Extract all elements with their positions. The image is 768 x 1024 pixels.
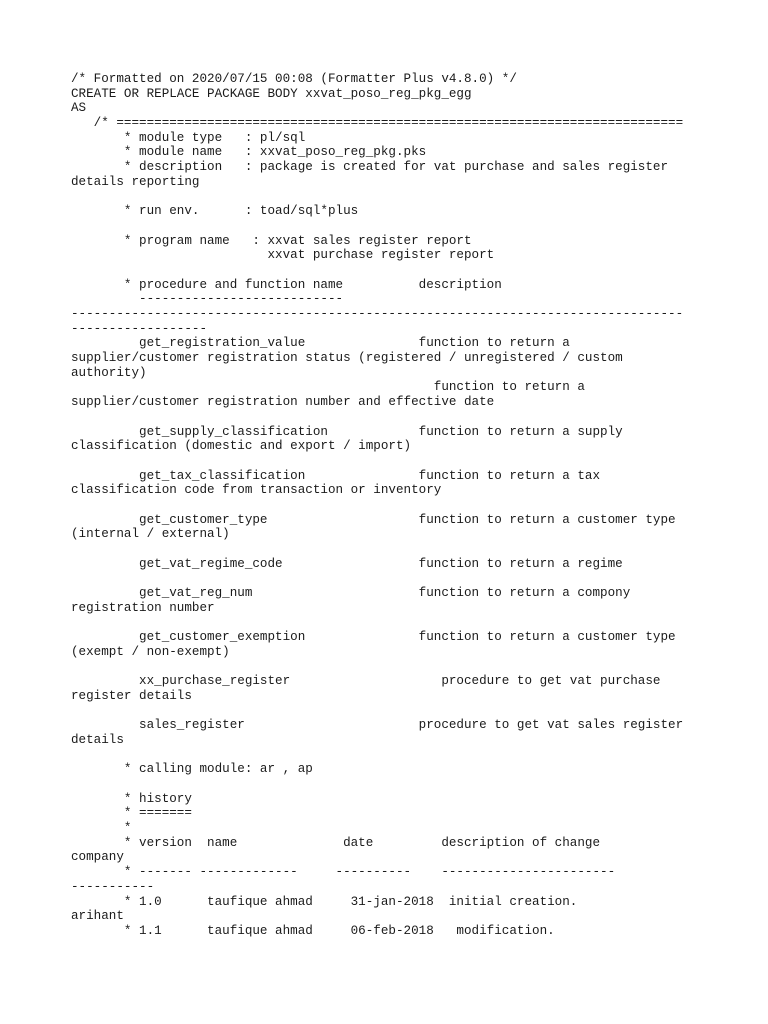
divider-line: --------------------------------------------------------------------------------- bbox=[71, 307, 684, 321]
history-row: * 1.1 taufique ahmad 06-feb-2018 modification. bbox=[71, 923, 555, 938]
function-entry-continuation-line: classification (domestic and export / import) bbox=[71, 439, 412, 454]
procedure-entry-line: xx_purchase_register procedure to get vat purchase bbox=[71, 674, 661, 689]
function-entry-continuation-line: (exempt / non-exempt) bbox=[71, 644, 230, 659]
blank-line bbox=[71, 410, 711, 425]
blank-line bbox=[71, 660, 711, 675]
blank-line bbox=[71, 263, 711, 278]
header-comment-line: /* Formatted on 2020/07/15 00:08 (Formatter Plus v4.8.0) */ bbox=[71, 72, 517, 86]
function-entry-line: get_customer_type function to return a customer type bbox=[71, 512, 676, 527]
function-entry-line: get_customer_exemption function to return a customer type bbox=[71, 630, 676, 645]
function-entry-line: function to return a bbox=[71, 380, 585, 395]
comment-separator-line: /* =========================================================================== bbox=[71, 116, 684, 131]
history-blank-line: * bbox=[71, 821, 132, 836]
blank-line bbox=[71, 615, 711, 630]
calling-module-line: * calling module: ar , ap bbox=[71, 762, 313, 777]
blank-line bbox=[71, 748, 711, 763]
as-keyword-line: AS bbox=[71, 101, 87, 116]
description-continuation-line: details reporting bbox=[71, 174, 200, 189]
procedure-entry-continuation-line: register details bbox=[71, 688, 192, 703]
procedure-header-underline: --------------------------- bbox=[71, 292, 344, 307]
program-name-line: * program name : xxvat sales register report bbox=[71, 233, 472, 248]
history-column-header-continuation-line: company bbox=[71, 850, 124, 865]
description-line: * description : package is created for vat purchase and sales register bbox=[71, 160, 669, 175]
program-name-continuation-line: xxvat purchase register report bbox=[71, 248, 495, 263]
procedure-entry-continuation-line: details bbox=[71, 732, 124, 747]
module-name-line: * module name : xxvat_poso_reg_pkg.pks bbox=[71, 145, 427, 160]
function-entry-continuation-line: supplier/customer registration number and effective date bbox=[71, 395, 495, 410]
history-underline: * ======= bbox=[71, 806, 192, 821]
history-divider-continuation-line: ----------- bbox=[71, 879, 155, 894]
history-row: * 1.0 taufique ahmad 31-jan-2018 initial creation. bbox=[71, 894, 578, 909]
history-heading-line: * history bbox=[71, 791, 192, 806]
procedure-entry-line: sales_register procedure to get vat sales register bbox=[71, 718, 684, 733]
blank-line bbox=[71, 219, 711, 234]
history-column-header-line: * version name date description of change bbox=[71, 835, 601, 850]
run-env-line: * run env. : toad/sql*plus bbox=[71, 204, 359, 219]
history-divider-line: * ------- ------------- ---------- ----------------------- bbox=[71, 865, 616, 880]
function-entry-continuation-line: classification code from transaction or inventory bbox=[71, 483, 442, 498]
package-declaration-line: CREATE OR REPLACE PACKAGE BODY xxvat_poso_reg_pkg_egg bbox=[71, 86, 472, 101]
function-entry-line: get_vat_regime_code function to return a regime bbox=[71, 556, 623, 571]
history-row-continuation: arihant bbox=[71, 909, 124, 924]
blank-line bbox=[71, 571, 711, 586]
blank-line bbox=[71, 704, 711, 719]
function-entry-continuation-line: registration number bbox=[71, 600, 215, 615]
module-type-line: * module type : pl/sql bbox=[71, 130, 306, 145]
blank-line bbox=[71, 542, 711, 557]
procedure-header-line: * procedure and function name description bbox=[71, 277, 502, 292]
blank-line bbox=[71, 454, 711, 469]
blank-line bbox=[71, 498, 711, 513]
function-entry-line: get_tax_classification function to return a tax bbox=[71, 468, 601, 483]
function-entry-continuation-line: authority) bbox=[71, 365, 147, 380]
blank-line bbox=[71, 777, 711, 792]
function-entry-line: get_registration_value function to return a bbox=[71, 336, 570, 351]
function-entry-line: get_supply_classification function to return a supply bbox=[71, 424, 623, 439]
code-document bbox=[71, 72, 711, 939]
divider-continuation-line: ------------------ bbox=[71, 321, 208, 336]
function-entry-continuation-line: supplier/customer registration status (registered / unregistered / custom bbox=[71, 351, 623, 366]
blank-line bbox=[71, 190, 711, 205]
function-entry-line: get_vat_reg_num function to return a compony bbox=[71, 586, 631, 601]
function-entry-continuation-line: (internal / external) bbox=[71, 527, 230, 542]
